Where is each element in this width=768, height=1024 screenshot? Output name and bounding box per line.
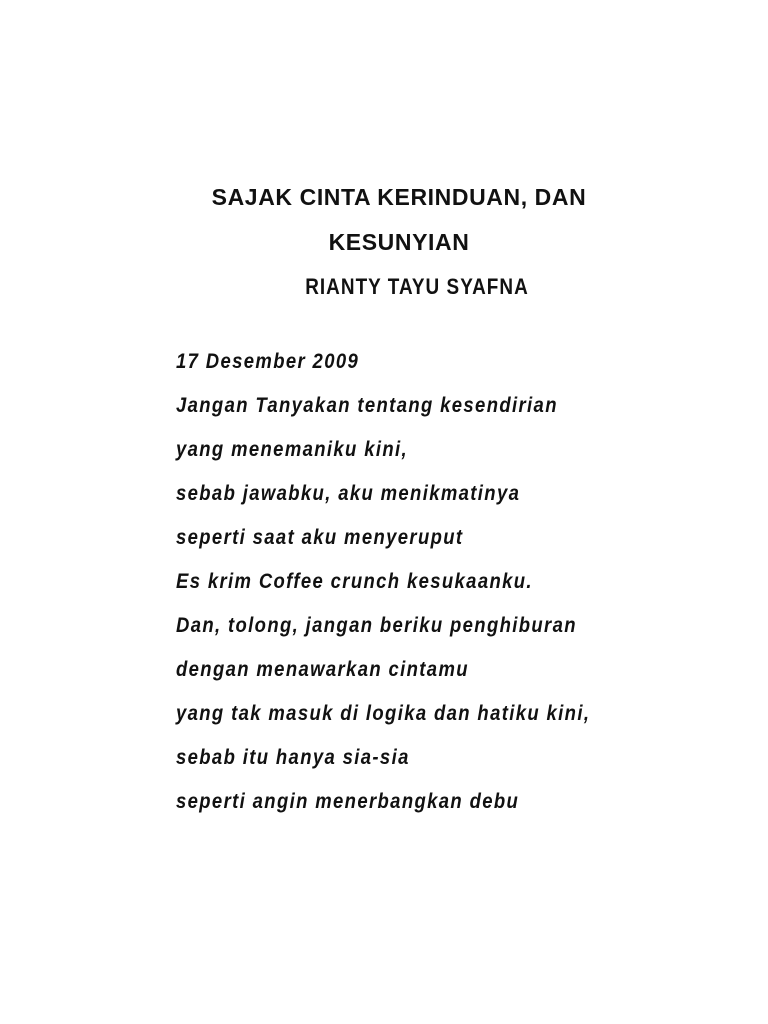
poem-line: Es krim Coffee crunch kesukaanku. [176,570,533,593]
poem-date: 17 Desember 2009 [176,350,360,373]
poem-line: seperti saat aku menyeruput [176,526,464,549]
poem-line: Dan, tolong, jangan beriku penghiburan [176,614,577,637]
poem-line: yang menemaniku kini, [176,438,408,461]
title-line-2: KESUNYIAN [328,229,470,255]
poem-line: yang tak masuk di logika dan hatiku kini, [176,702,591,725]
poem-line: seperti angin menerbangkan debu [176,790,520,813]
poem-line: dengan menawarkan cintamu [176,658,469,681]
title-line-1: SAJAK CINTA KERINDUAN, DAN [211,184,587,210]
poem-line: sebab jawabku, aku menikmatinya [176,482,521,505]
poem-line: Jangan Tanyakan tentang kesendirian [176,394,558,417]
poem-body [176,340,647,824]
poem-line: sebab itu hanya sia-sia [176,746,410,769]
author-name: RIANTY TAYU SYAFNA [305,274,529,299]
